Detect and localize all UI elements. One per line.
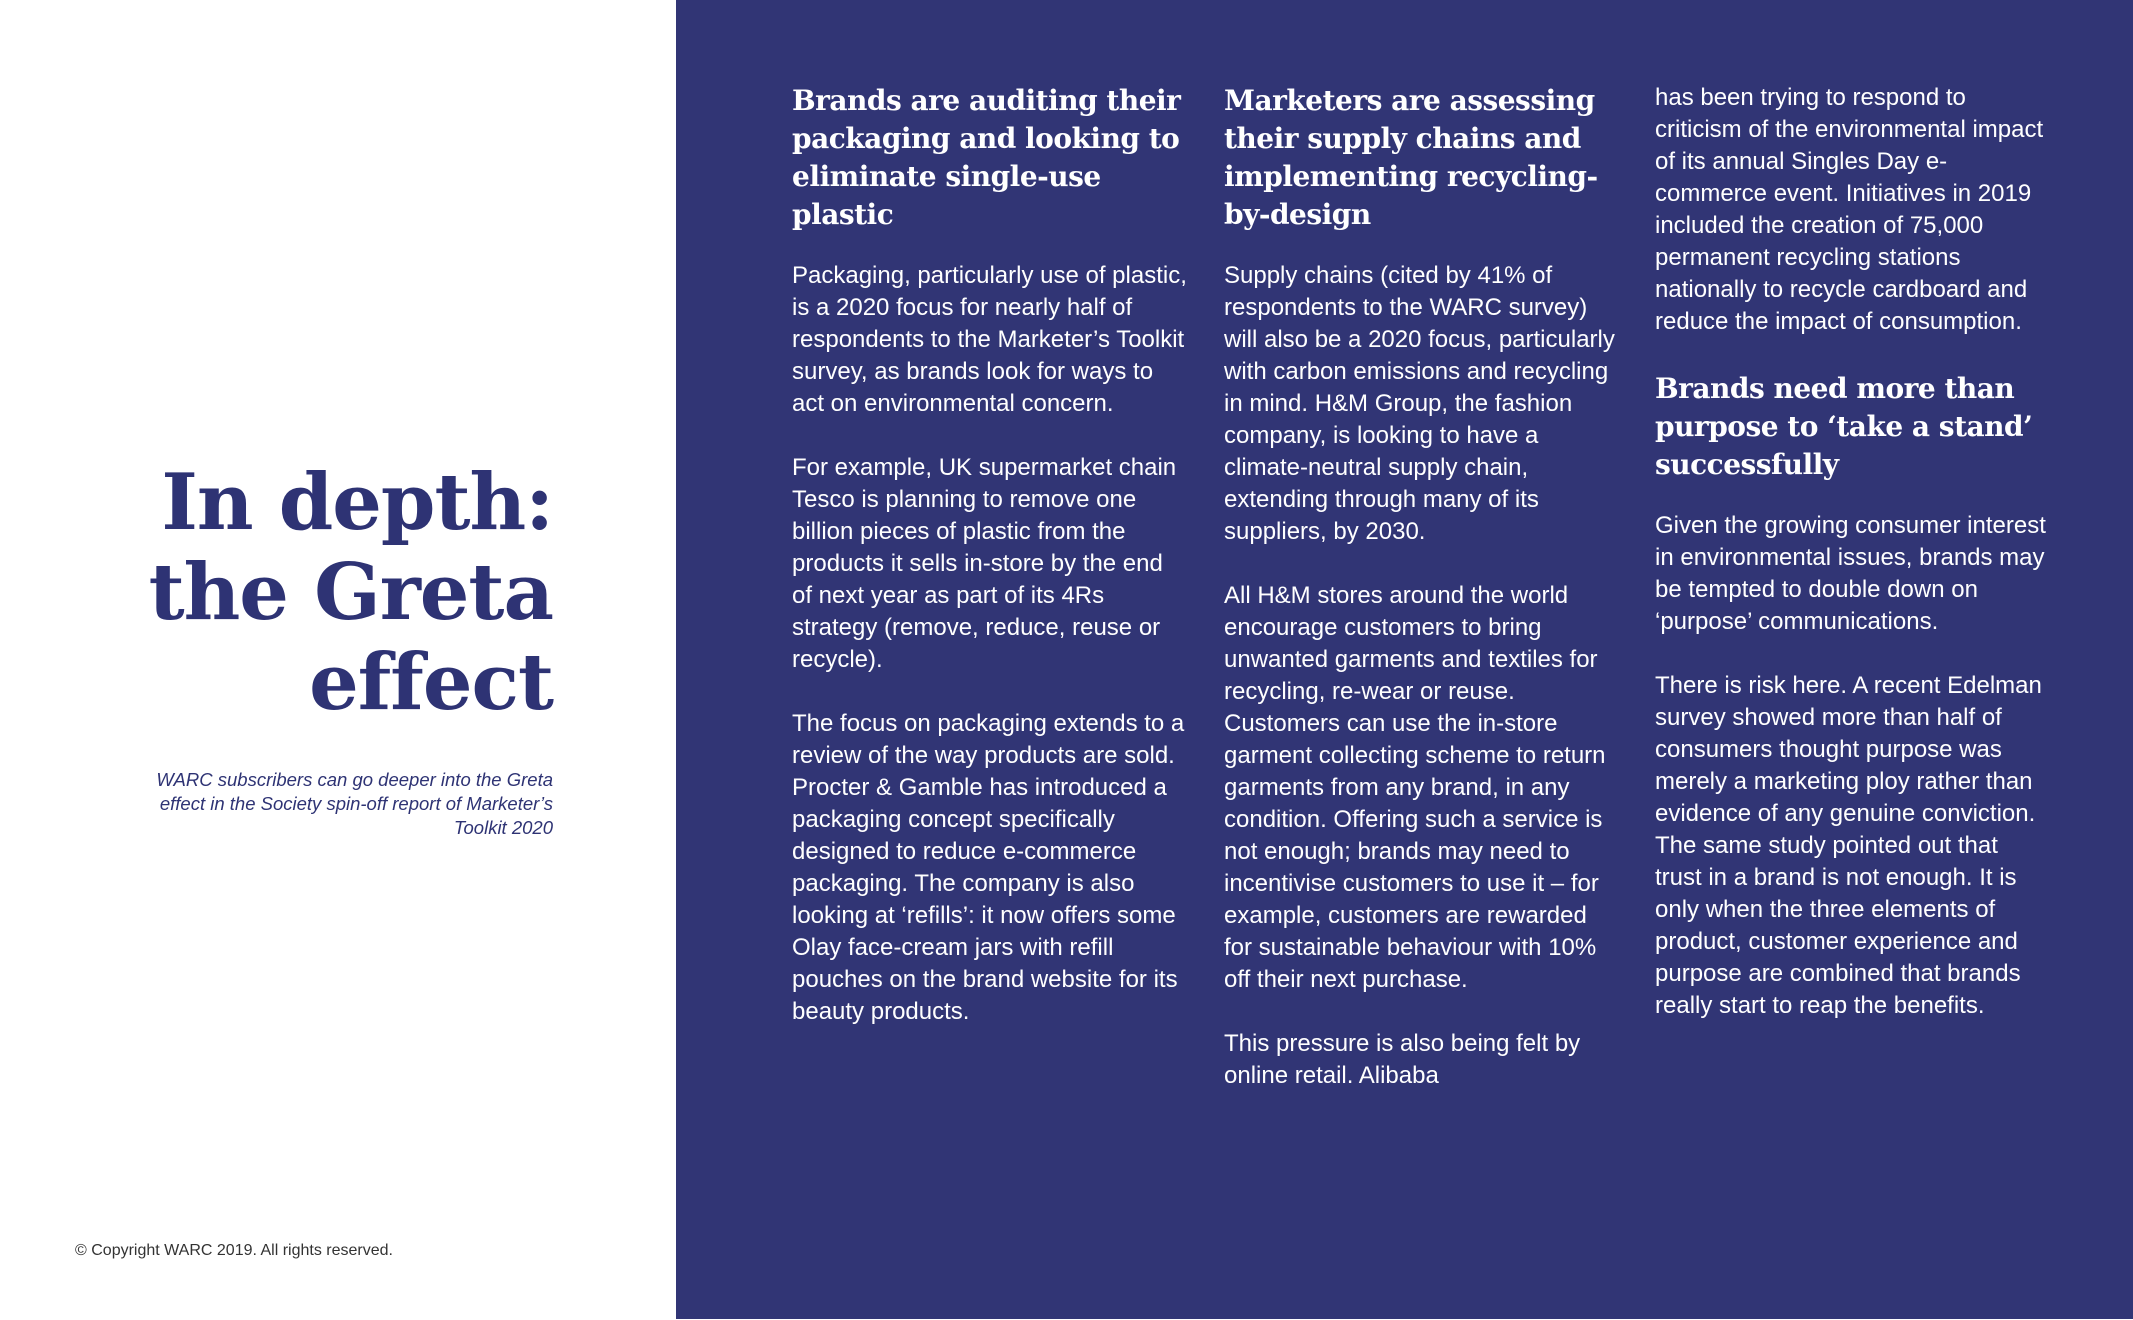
section-heading-supply-chains: Marketers are assessing their supply chains and implementing recycling-by-design (1224, 84, 1598, 231)
article-column-1 (792, 82, 1187, 1060)
body-paragraph: The focus on packaging extends to a review of the way products are sold. Procter & Gamble has introduced a packaging concept specifically designed to reduce e-commerce packaging. The company is also looking at ‘refills’: it now offers some Olay face-cream jars with refill pouches on the brand website for its beauty products. (792, 710, 1185, 1025)
copyright-notice: © Copyright WARC 2019. All rights reserved. (75, 1242, 393, 1259)
body-paragraph: All H&M stores around the world encourage customers to bring unwanted garments and textiles for recycling, re-wear or reuse. Customers can use the in-store garment collecting scheme to return garments from any brand, in any condition. Offering such a service is not enough; brands may need to incentivise customers to use it – for example, customers are rewarded for sustainable behaviour with 10% off their next purchase. (1224, 582, 1606, 993)
page-title-line-3: effect (309, 637, 553, 728)
left-panel (0, 0, 676, 1320)
section-heading-packaging: Brands are auditing their packaging and looking to eliminate single-use plastic (792, 84, 1181, 231)
body-paragraph: For example, UK supermarket chain Tesco is planning to remove one billion pieces of plastic from the products it sells in-store by the end of next year as part of its 4Rs strategy (remove, reduce, reuse or recycle). (792, 454, 1177, 673)
body-paragraph-continued: has been trying to respond to criticism of the environmental impact of its annual Singles Day e-commerce event. Initiatives in 2019 included the creation of 75,000 permanent recycling stations nationally to recycle cardboard and reduce the impact of consumption. (1655, 84, 2044, 335)
body-paragraph: Given the growing consumer interest in environmental issues, brands may be tempted to double down on ‘purpose’ communications. (1655, 512, 2046, 635)
section-heading-purpose: Brands need more than purpose to ‘take a stand’ successfully (1655, 372, 2033, 481)
body-paragraph: Supply chains (cited by 41% of respondents to the WARC survey) will also be a 2020 focus, particularly with carbon emissions and recycling in mind. H&M Group, the fashion company, is looking to have a climate-neutral supply chain, extending through many of its suppliers, by 2030. (1224, 262, 1615, 545)
page-title-line-2: the Greta (148, 547, 553, 638)
body-paragraph: There is risk here. A recent Edelman survey showed more than half of consumers thought purpose was merely a marketing ploy rather than evidence of any genuine conviction. The same study pointed out that trust in a brand is not enough. It is only when the three elements of product, customer experience and purpose are combined that brands really start to reap the benefits. (1655, 672, 2042, 1019)
article-column-2 (1224, 82, 1619, 1124)
subtitle-note: WARC subscribers can go deeper into the Greta effect in the Society spin-off report of Marketer’s Toolkit 2020 (156, 769, 553, 838)
page-title-line-1: In depth: (161, 457, 553, 548)
article-column-3 (1655, 82, 2050, 1054)
article-panel (676, 0, 2133, 1319)
body-paragraph: This pressure is also being felt by online retail. Alibaba (1224, 1030, 1581, 1089)
body-paragraph: Packaging, particularly use of plastic, is a 2020 focus for nearly half of respondents to the Marketer’s Toolkit survey, as brands look for ways to act on environmental concern. (792, 262, 1187, 417)
page-title (13, 458, 553, 728)
